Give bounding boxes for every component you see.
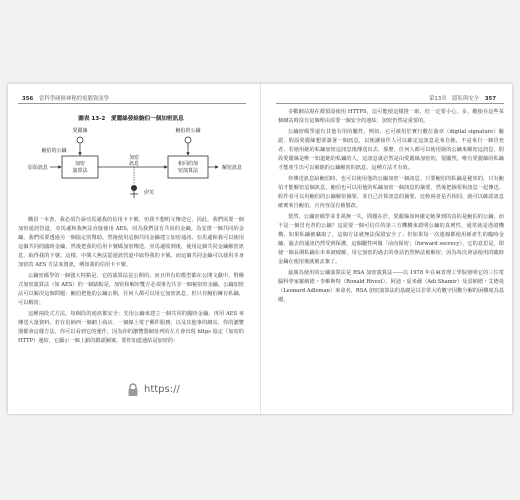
original-label: 原始訊息	[27, 165, 49, 171]
encrypt-label: 加密演算法	[72, 161, 88, 174]
right-paragraph-1: 多數網站現在都預設使用 HTTPS，這可能使這樣推一取，但一定要小心，多，縱使在這些某個網站時沒有這個理由需要一個安全的連結，加密仍然是重要的。	[278, 109, 504, 124]
decrypted-label: 解密訊息	[221, 165, 243, 171]
right-paragraph-5: 最廣為使用的公鑰演算法是 RSA 加密演算法——以 1978 年在麻省理工學院發明它的三位電腦科學家羅納德・李維斯特（Ronald Rivest）、阿迪・夏米爾（Adi Shamir）及雷納德・艾德曼（Leonard Adleman）來命名，RSA 加密演算法的基礎是以非常大的數字因數分解的困難度為基礎。	[278, 270, 504, 303]
eve-figure	[130, 185, 138, 198]
header-rule	[18, 103, 246, 104]
bob-pubkey-label-right: 鮑伯的公鑰	[175, 128, 201, 134]
right-page-number: 357	[484, 96, 496, 102]
bob-pubkey-label-left: 鮑伯的公鑰	[41, 148, 67, 154]
right-body-text	[278, 108, 504, 307]
right-paragraph-2: 公鑰密碼學還有其他有用的屬性，例如，它可被用於實行數位簽章（digital signature）驗證，假設愛麗絲想要簽署一個訊息，以便讓接件人可以確定這訊息是來自她，不是來自一個冒充者，若她用她的私鑰加密這訊息後傳送出去，那麼，任何人都可以使用她的公鑰來解密這訊息，假設愛麗絲是唯一知道她的私鑰的人，這訊息就必然是由愛麗絲加密的，很顯然，唯有愛麗絲的私鑰才能產生出可以被她的公鑰解密的訊息，這種方法才有效。	[278, 129, 504, 171]
page-gutter	[260, 84, 261, 414]
right-paragraph-4: 當然，公鑰密碼學並非萬無一失，問題在於，愛麗絲如何確定她拿到的真的是鮑伯的公鑰，而不是一個冒充者的公鑰？這需要一個可信任的第三方機構來證明公鑰的真實性，通常就是憑證機構。如果私鑰被竊取了，這個方法就無法保證安全了；但如果每一次連線都使用新產生的臨時金鑰，過去的通訊仍然受到保護，這個屬性叫做「前向保密」（forward secrecy），它的意思是，即使一個長期私鑰在未來被破解，用它加密的過去的會話仍然無法被解密，因為每次會話使用的臨時金鑰在使用後就被丟棄了。	[278, 214, 504, 265]
left-page-number: 356	[22, 96, 34, 102]
left-body-text	[18, 216, 244, 348]
left-page	[8, 84, 254, 414]
right-running-head	[270, 94, 500, 102]
https-text: https://	[144, 384, 180, 395]
https-indicator	[126, 381, 190, 399]
right-paragraph-3: 你傳送訊息給鮑伯時，也可以使用他的公鑰加密一個訊息。只要鮑伯的私鑰是秘密的，只有鮑伯才能解密這個訊息。鮑伯也可以用他的私鑰加密一個訊息的摘要，然後把摘要和訊息一起傳送。收件者可以用鮑伯的公鑰解密摘要，並自己計算訊息的摘要，比較兩者是否相同，就可以確認訊息確實來自鮑伯，且內容沒有被篡改。	[278, 176, 504, 209]
left-running-title: 當科學碰撞神秘的電腦資訊學	[38, 96, 110, 102]
eve-label: 伊芙	[144, 190, 155, 196]
encrypt-box	[62, 156, 98, 178]
decrypt-box	[168, 156, 208, 178]
cipher-label: 加密訊息	[128, 155, 140, 167]
lock-icon	[126, 383, 140, 397]
left-running-head	[18, 94, 248, 102]
right-page	[266, 84, 512, 414]
alice-key-label: 愛麗絲	[72, 128, 88, 134]
decrypt-label: 和同的加密演算法	[177, 161, 199, 174]
left-paragraph-3: 這種兩段式方法，每個段的通訊都安全：先用公鑰來建立一個共同的臨時金鑰，再用 AES 來傳送大量資料。若在伯納西一個網上商店、一個線上電子郵件服務，以及其他事的網站，你的瀏覽器都會這樣方法，你可以看到它的運作，因為你的瀏覽器網址列的左方會出現 https 協定（加密的 HTTP）連結，它顯示一個上鎖的鎖頭圖案，要你知道連結是加密的：	[18, 311, 244, 344]
key-icon-right	[185, 137, 191, 149]
key-icon-left	[77, 137, 83, 149]
header-rule-right	[276, 103, 504, 104]
right-running-title: 第13章 隱私與安全	[429, 96, 480, 102]
figure-caption: 圖表 13-2 愛麗絲發給鮑伯一個加密訊息	[78, 116, 184, 122]
left-paragraph-1: 購買一本書，我必須告訴亞馬遜我的信用卡卡號，但我不想明文傳送它，因此，我們需要一個加密通訊管道，亞馬遜和我無法直接使用 AES，因為我們沒有共同的金鑰。為安排一個共同的金鑰，我們需要透過另一個協定的幫助。然後使用這個共同金鑰建立加密通訊，亞馬遜和我可以使用這個共同的臨時金鑰，然後把我的信用卡號碼加密傳送。亞馬遜收到後，使用這個共同金鑰解密訊息，取得我的卡號。這樣，中間人無法從通訊管道中取得我的卡號。而這個共同金鑰可以使用本身加密的 AES 方法來資訊，例如我的信用卡卡號。	[18, 217, 244, 268]
encryption-diagram	[18, 122, 248, 214]
book-spread	[8, 84, 512, 414]
left-paragraph-2: 公鑰密碼學的一個強大特點是，它的演算法是公開的，而且所有的模型都在公開文獻中。對稱式加密演算法（如 AES）的一個缺點是，加密和解密雙方必須事先共享一個秘密的金鑰。公鑰加密法可以解決這個問題：鮑伯把他的公鑰公開，任何人都可以用它加密訊息，但只有鮑伯擁有私鑰，可以解密。	[18, 273, 244, 306]
